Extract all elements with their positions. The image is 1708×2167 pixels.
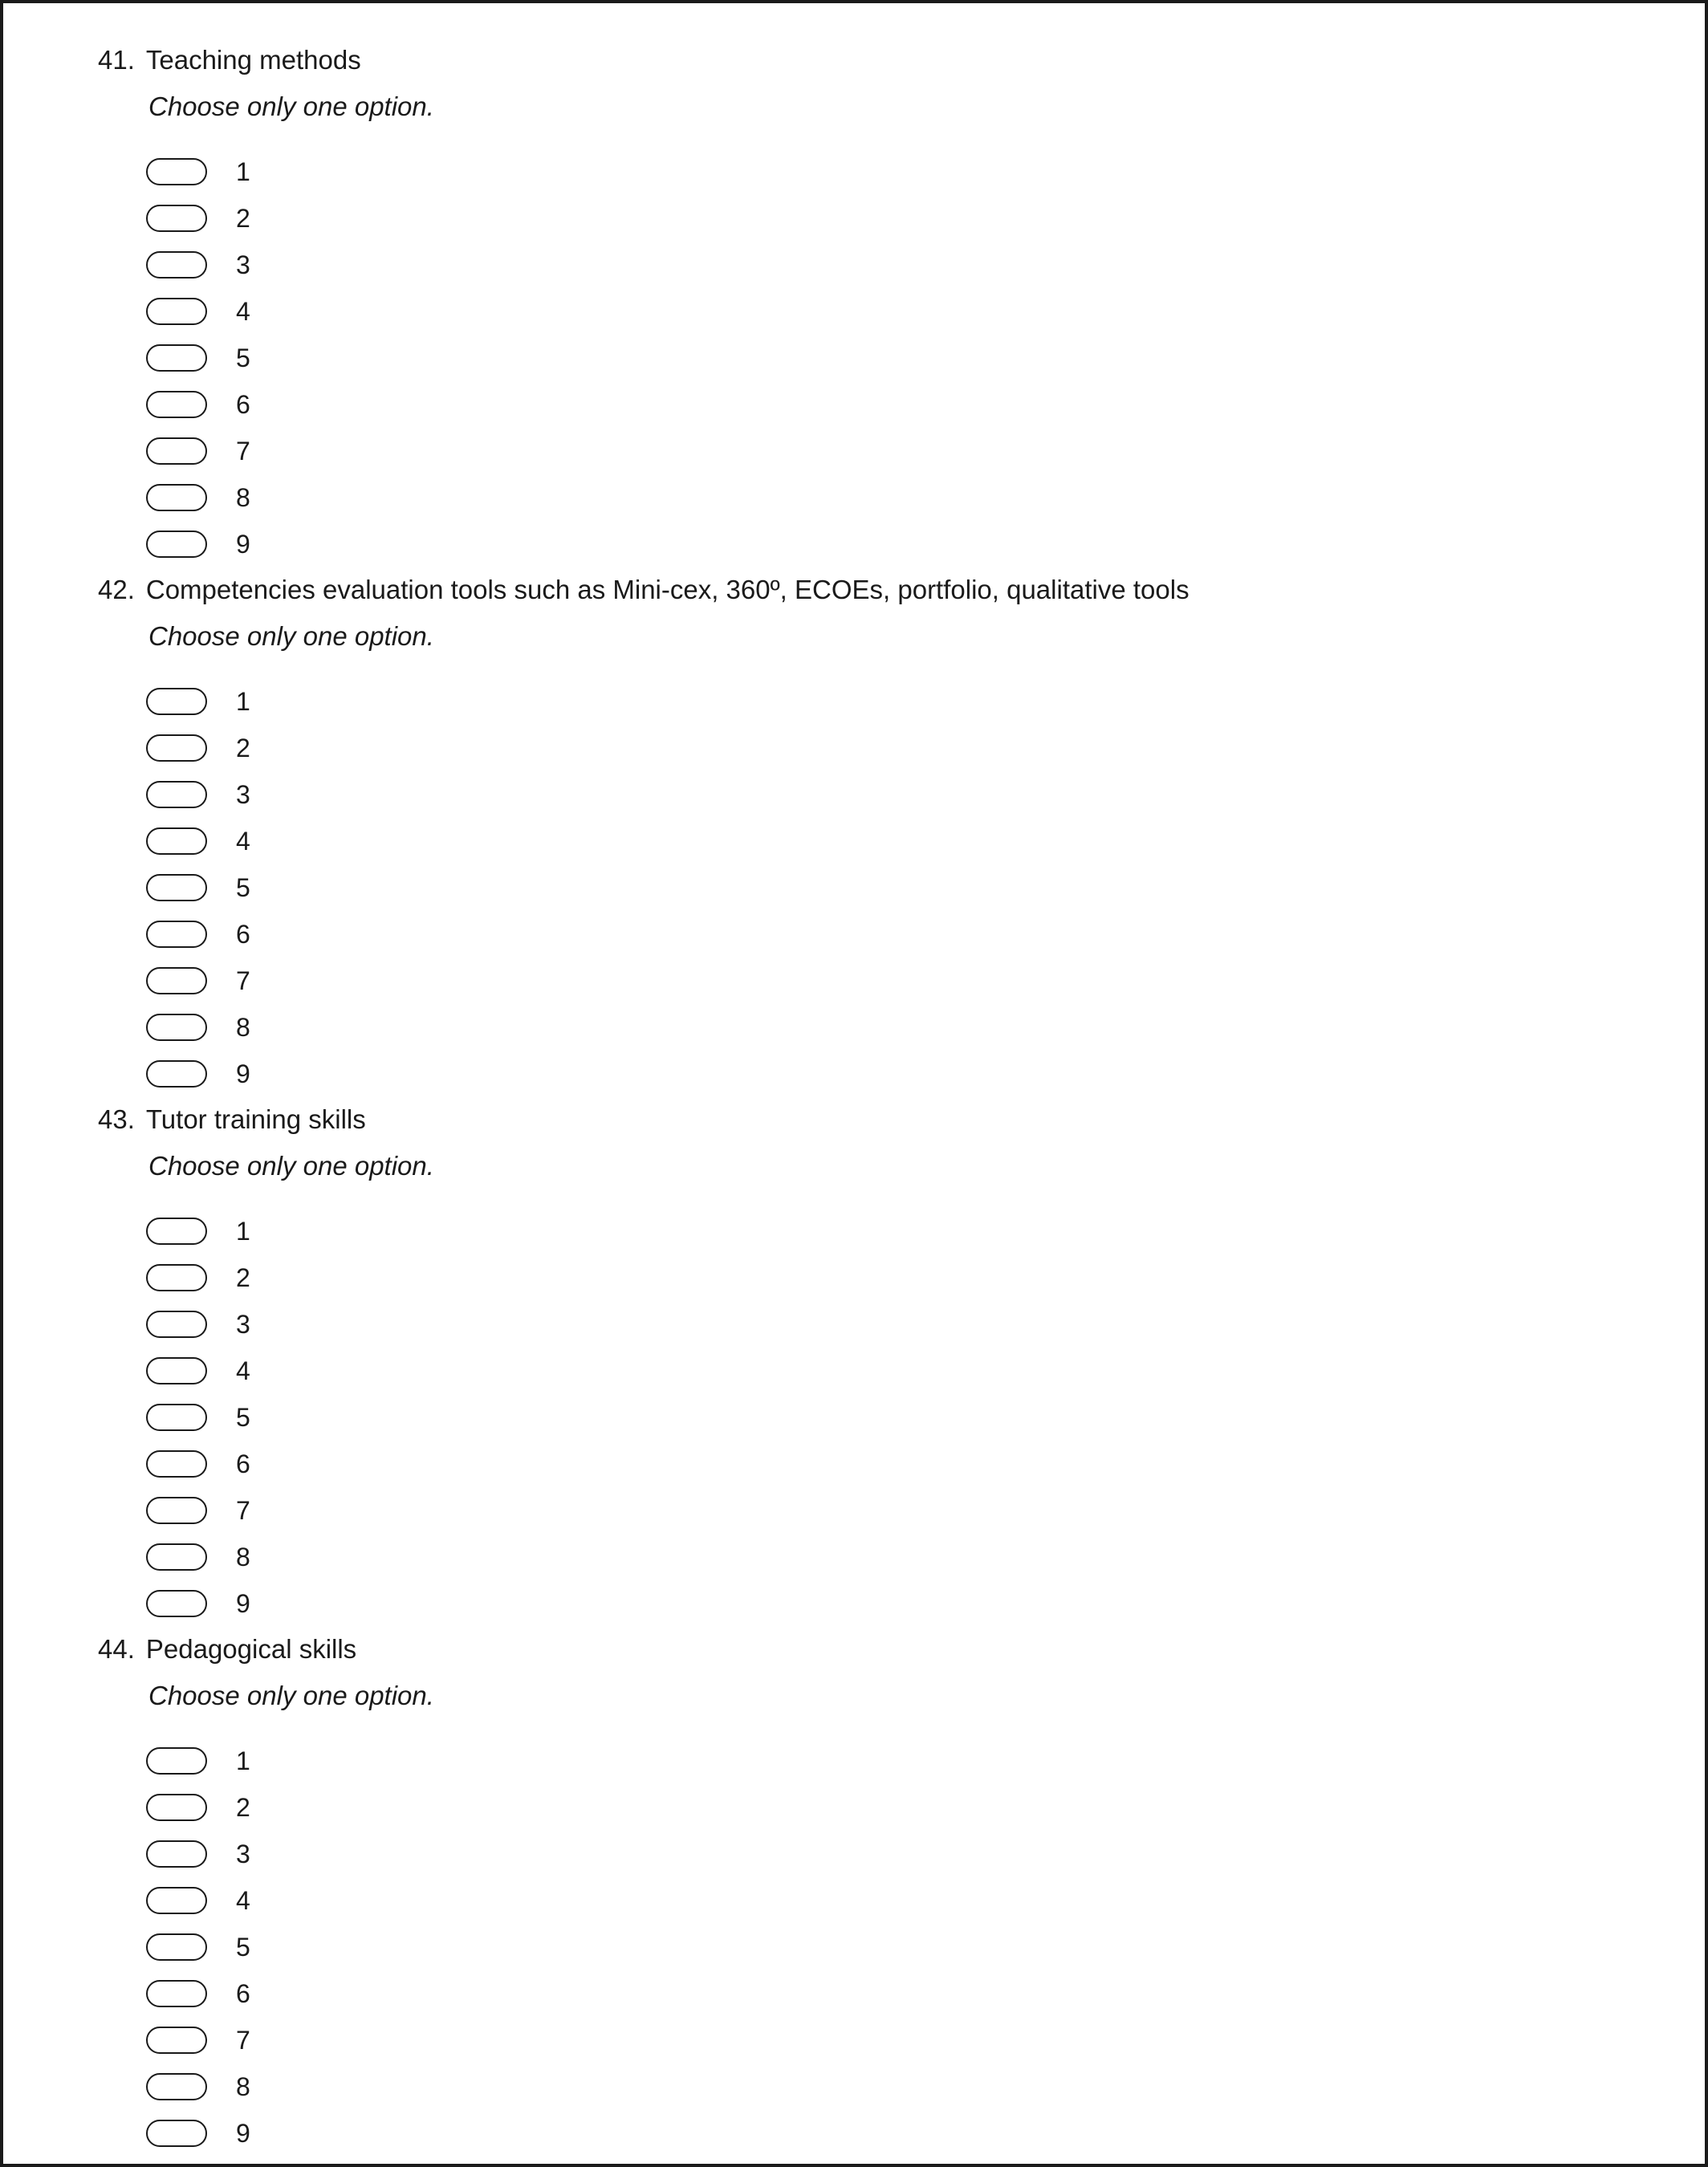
option-3[interactable] <box>146 1306 467 1343</box>
option-7[interactable] <box>146 1492 467 1529</box>
question-instruction: Choose only one option. <box>148 91 434 121</box>
option-1[interactable] <box>146 153 467 190</box>
radio-button[interactable] <box>146 1980 207 2007</box>
option-label: 9 <box>236 1589 250 1618</box>
radio-button[interactable] <box>146 1218 207 1245</box>
option-label: 9 <box>236 530 250 559</box>
option-label: 5 <box>236 873 250 902</box>
option-label: 4 <box>236 297 250 326</box>
option-2[interactable] <box>146 730 467 766</box>
option-label: 9 <box>236 2119 250 2148</box>
radio-button[interactable] <box>146 1311 207 1338</box>
radio-button[interactable] <box>146 391 207 418</box>
radio-button[interactable] <box>146 484 207 511</box>
radio-button[interactable] <box>146 1060 207 1088</box>
radio-button[interactable] <box>146 1264 207 1291</box>
option-6[interactable] <box>146 1445 467 1482</box>
question-title <box>98 1629 356 1669</box>
option-label: 6 <box>236 390 250 419</box>
option-4[interactable] <box>146 293 467 330</box>
option-label: 7 <box>236 437 250 466</box>
option-label: 1 <box>236 687 250 716</box>
question-title <box>98 1100 366 1140</box>
option-label: 3 <box>236 780 250 809</box>
option-label: 2 <box>236 204 250 233</box>
option-6[interactable] <box>146 1975 467 2012</box>
question-text: Pedagogical skills <box>145 1634 357 1664</box>
option-5[interactable] <box>146 1399 467 1436</box>
option-label: 9 <box>236 1059 250 1088</box>
option-label: 6 <box>236 920 250 949</box>
option-7[interactable] <box>146 962 467 999</box>
question-text: Teaching methods <box>145 45 361 75</box>
radio-button[interactable] <box>146 1014 207 1041</box>
radio-button[interactable] <box>146 1543 207 1571</box>
option-9[interactable] <box>146 2115 467 2152</box>
option-label: 7 <box>236 966 250 995</box>
question-title <box>98 40 361 80</box>
radio-button[interactable] <box>146 298 207 325</box>
option-3[interactable] <box>146 776 467 813</box>
option-9[interactable] <box>146 1055 467 1092</box>
option-1[interactable] <box>146 683 467 720</box>
radio-button[interactable] <box>146 874 207 901</box>
option-label: 7 <box>236 2026 250 2055</box>
option-label: 8 <box>236 1543 250 1571</box>
option-label: 8 <box>236 1013 250 1042</box>
option-label: 5 <box>236 344 250 372</box>
radio-button[interactable] <box>146 1590 207 1617</box>
radio-button[interactable] <box>146 827 207 855</box>
radio-button[interactable] <box>146 921 207 948</box>
option-6[interactable] <box>146 386 467 423</box>
question-instruction: Choose only one option. <box>148 1681 434 1710</box>
option-5[interactable] <box>146 869 467 906</box>
radio-button[interactable] <box>146 158 207 185</box>
option-2[interactable] <box>146 200 467 237</box>
question-number: 42. <box>98 575 135 604</box>
option-label: 3 <box>236 1310 250 1339</box>
option-label: 1 <box>236 1746 250 1775</box>
question-number: 44. <box>98 1634 135 1664</box>
option-7[interactable] <box>146 433 467 470</box>
radio-button[interactable] <box>146 531 207 558</box>
radio-button[interactable] <box>146 1794 207 1821</box>
option-label: 8 <box>236 483 250 512</box>
option-label: 6 <box>236 1979 250 2008</box>
option-label: 4 <box>236 1356 250 1385</box>
option-label: 3 <box>236 250 250 279</box>
option-2[interactable] <box>146 1789 467 1826</box>
question-number: 41. <box>98 45 135 75</box>
option-7[interactable] <box>146 2022 467 2059</box>
option-9[interactable] <box>146 1585 467 1622</box>
option-6[interactable] <box>146 916 467 953</box>
radio-button[interactable] <box>146 1497 207 1524</box>
question-text: Tutor training skills <box>145 1104 366 1134</box>
option-label: 1 <box>236 157 250 186</box>
option-label: 2 <box>236 1793 250 1822</box>
radio-button[interactable] <box>146 1404 207 1431</box>
option-label: 5 <box>236 1933 250 1962</box>
radio-button[interactable] <box>146 1357 207 1384</box>
radio-button[interactable] <box>146 688 207 715</box>
option-label: 4 <box>236 1886 250 1915</box>
option-3[interactable] <box>146 246 467 283</box>
option-4[interactable] <box>146 1352 467 1389</box>
option-8[interactable] <box>146 1009 467 1046</box>
option-1[interactable] <box>146 1213 467 1250</box>
radio-button[interactable] <box>146 1450 207 1478</box>
option-label: 1 <box>236 1217 250 1246</box>
option-label: 8 <box>236 2072 250 2101</box>
question-text: Competencies evaluation tools such as Mini-cex, 360º, ECOEs, portfolio, qualitative tools <box>145 575 1190 604</box>
option-3[interactable] <box>146 1836 467 1872</box>
question-title <box>98 570 1190 610</box>
option-label: 2 <box>236 734 250 762</box>
option-label: 3 <box>236 1840 250 1868</box>
option-9[interactable] <box>146 526 467 563</box>
option-4[interactable] <box>146 823 467 860</box>
radio-button[interactable] <box>146 2120 207 2147</box>
option-8[interactable] <box>146 2068 467 2105</box>
radio-button[interactable] <box>146 2027 207 2054</box>
option-label: 6 <box>236 1449 250 1478</box>
question-number: 43. <box>98 1104 135 1134</box>
option-4[interactable] <box>146 1882 467 1919</box>
option-1[interactable] <box>146 1742 467 1779</box>
option-8[interactable] <box>146 479 467 516</box>
radio-button[interactable] <box>146 437 207 465</box>
question-instruction: Choose only one option. <box>148 621 434 651</box>
option-5[interactable] <box>146 1929 467 1966</box>
radio-button[interactable] <box>146 1840 207 1868</box>
option-8[interactable] <box>146 1539 467 1575</box>
option-label: 4 <box>236 827 250 856</box>
radio-button[interactable] <box>146 344 207 372</box>
radio-button[interactable] <box>146 967 207 994</box>
radio-button[interactable] <box>146 1933 207 1961</box>
radio-button[interactable] <box>146 205 207 232</box>
radio-button[interactable] <box>146 1887 207 1914</box>
question-instruction: Choose only one option. <box>148 1151 434 1181</box>
radio-button[interactable] <box>146 251 207 278</box>
radio-button[interactable] <box>146 734 207 762</box>
radio-button[interactable] <box>146 1747 207 1775</box>
radio-button[interactable] <box>146 781 207 808</box>
option-label: 2 <box>236 1263 250 1292</box>
option-5[interactable] <box>146 339 467 376</box>
option-2[interactable] <box>146 1259 467 1296</box>
radio-button[interactable] <box>146 2073 207 2100</box>
option-label: 7 <box>236 1496 250 1525</box>
option-label: 5 <box>236 1403 250 1432</box>
